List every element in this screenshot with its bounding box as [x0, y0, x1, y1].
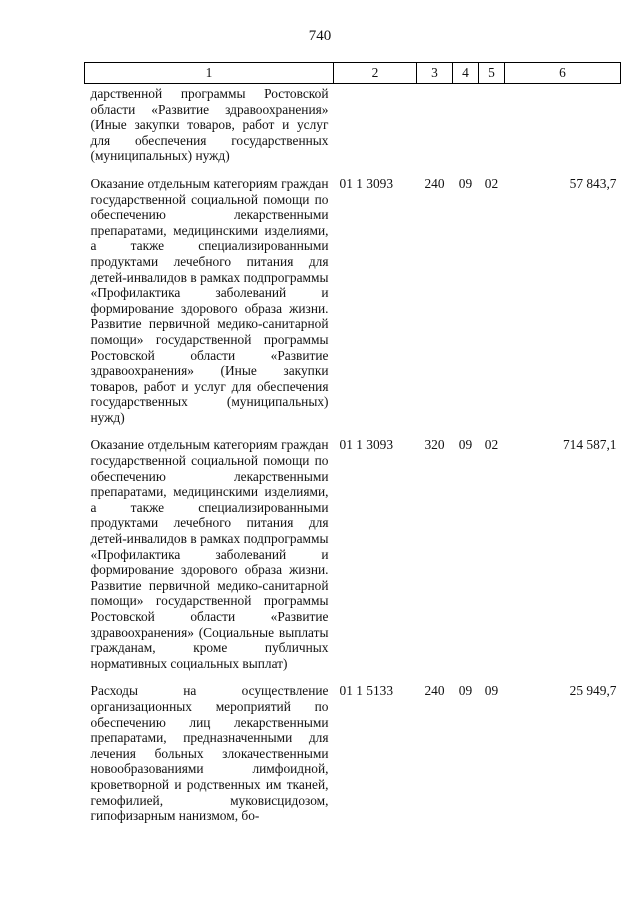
row-subsection: 02 — [484, 175, 499, 191]
page-number: 740 — [308, 28, 332, 44]
row-section: 09 — [458, 437, 473, 453]
row-subsection: 02 — [484, 437, 499, 453]
row-target-code: 01 1 5133 — [339, 683, 394, 699]
column-header-4: 4 — [453, 63, 479, 84]
row-expense-type: 240 — [424, 683, 445, 699]
row-expense-type — [417, 84, 453, 170]
table-row — [85, 677, 621, 829]
row-section — [453, 84, 479, 170]
row-amount: 25 949,7 — [569, 683, 617, 699]
table-row — [85, 170, 621, 432]
row-amount: 714 587,1 — [562, 437, 617, 453]
row-amount — [505, 84, 621, 170]
column-header-1: 1 — [85, 63, 334, 84]
row-subsection — [479, 84, 505, 170]
row-subsection: 09 — [484, 683, 499, 699]
row-description: Оказание отдельным категориям граждан государственной социальной помощи по обеспечению лекарственными препаратами, медицинскими изделиями, а также специализированными продуктами лечебного питания для детей-инвалидов в рамках подпрограммы «Профилактика заболеваний и формирование здорового образа жизни. Развитие первичной медико-санитарной помощи» государственной программы Ростовской области «Развитие здравоохранения» (Иные закупки товаров, работ и услуг для обеспечения государственных (муниципальных) нужд) — [90, 175, 329, 425]
row-expense-type: 320 — [424, 437, 445, 453]
row-target-code: 01 1 3093 — [339, 437, 394, 453]
row-description: Оказание отдельным категориям граждан государственной социальной помощи по обеспечению лекарственными препаратами, медицинскими изделиями, а также специализированными продуктами лечебного питания для детей-инвалидов в рамках подпрограммы «Профилактика заболеваний и формирование здорового образа жизни. Развитие первичной медико-санитарной помощи» государственной программы Ростовской области «Развитие здравоохранения» (Социальные выплаты гражданам, кроме публичных нормативных социальных выплат) — [90, 437, 329, 671]
header-row — [85, 63, 621, 84]
table-row — [85, 431, 621, 677]
row-description: дарственной программы Ростовской области «Развитие здравоохранения» (Иные закупки товаров, работ и услуг для обеспечения государственных (муниципальных) нужд) — [90, 86, 329, 164]
row-expense-type: 240 — [424, 175, 445, 191]
row-section: 09 — [458, 683, 473, 699]
column-header-6: 6 — [505, 63, 621, 84]
budget-table — [84, 62, 621, 830]
table-row — [85, 84, 621, 170]
row-section: 09 — [458, 175, 473, 191]
column-header-3: 3 — [417, 63, 453, 84]
row-description: Расходы на осуществление организационных мероприятий по обеспечению лиц лекарственными препаратами, предназначенными для лечения больных злокачественными новообразованиями лимфоидной, кроветворной и родственных им тканей, гемофилией, муковисцидозом, гипофизарным нанизмом, бо- — [90, 683, 329, 824]
column-header-2: 2 — [334, 63, 417, 84]
column-header-5: 5 — [479, 63, 505, 84]
row-target-code: 01 1 3093 — [339, 175, 394, 191]
row-target-code — [334, 84, 417, 170]
row-amount: 57 843,7 — [569, 175, 617, 191]
